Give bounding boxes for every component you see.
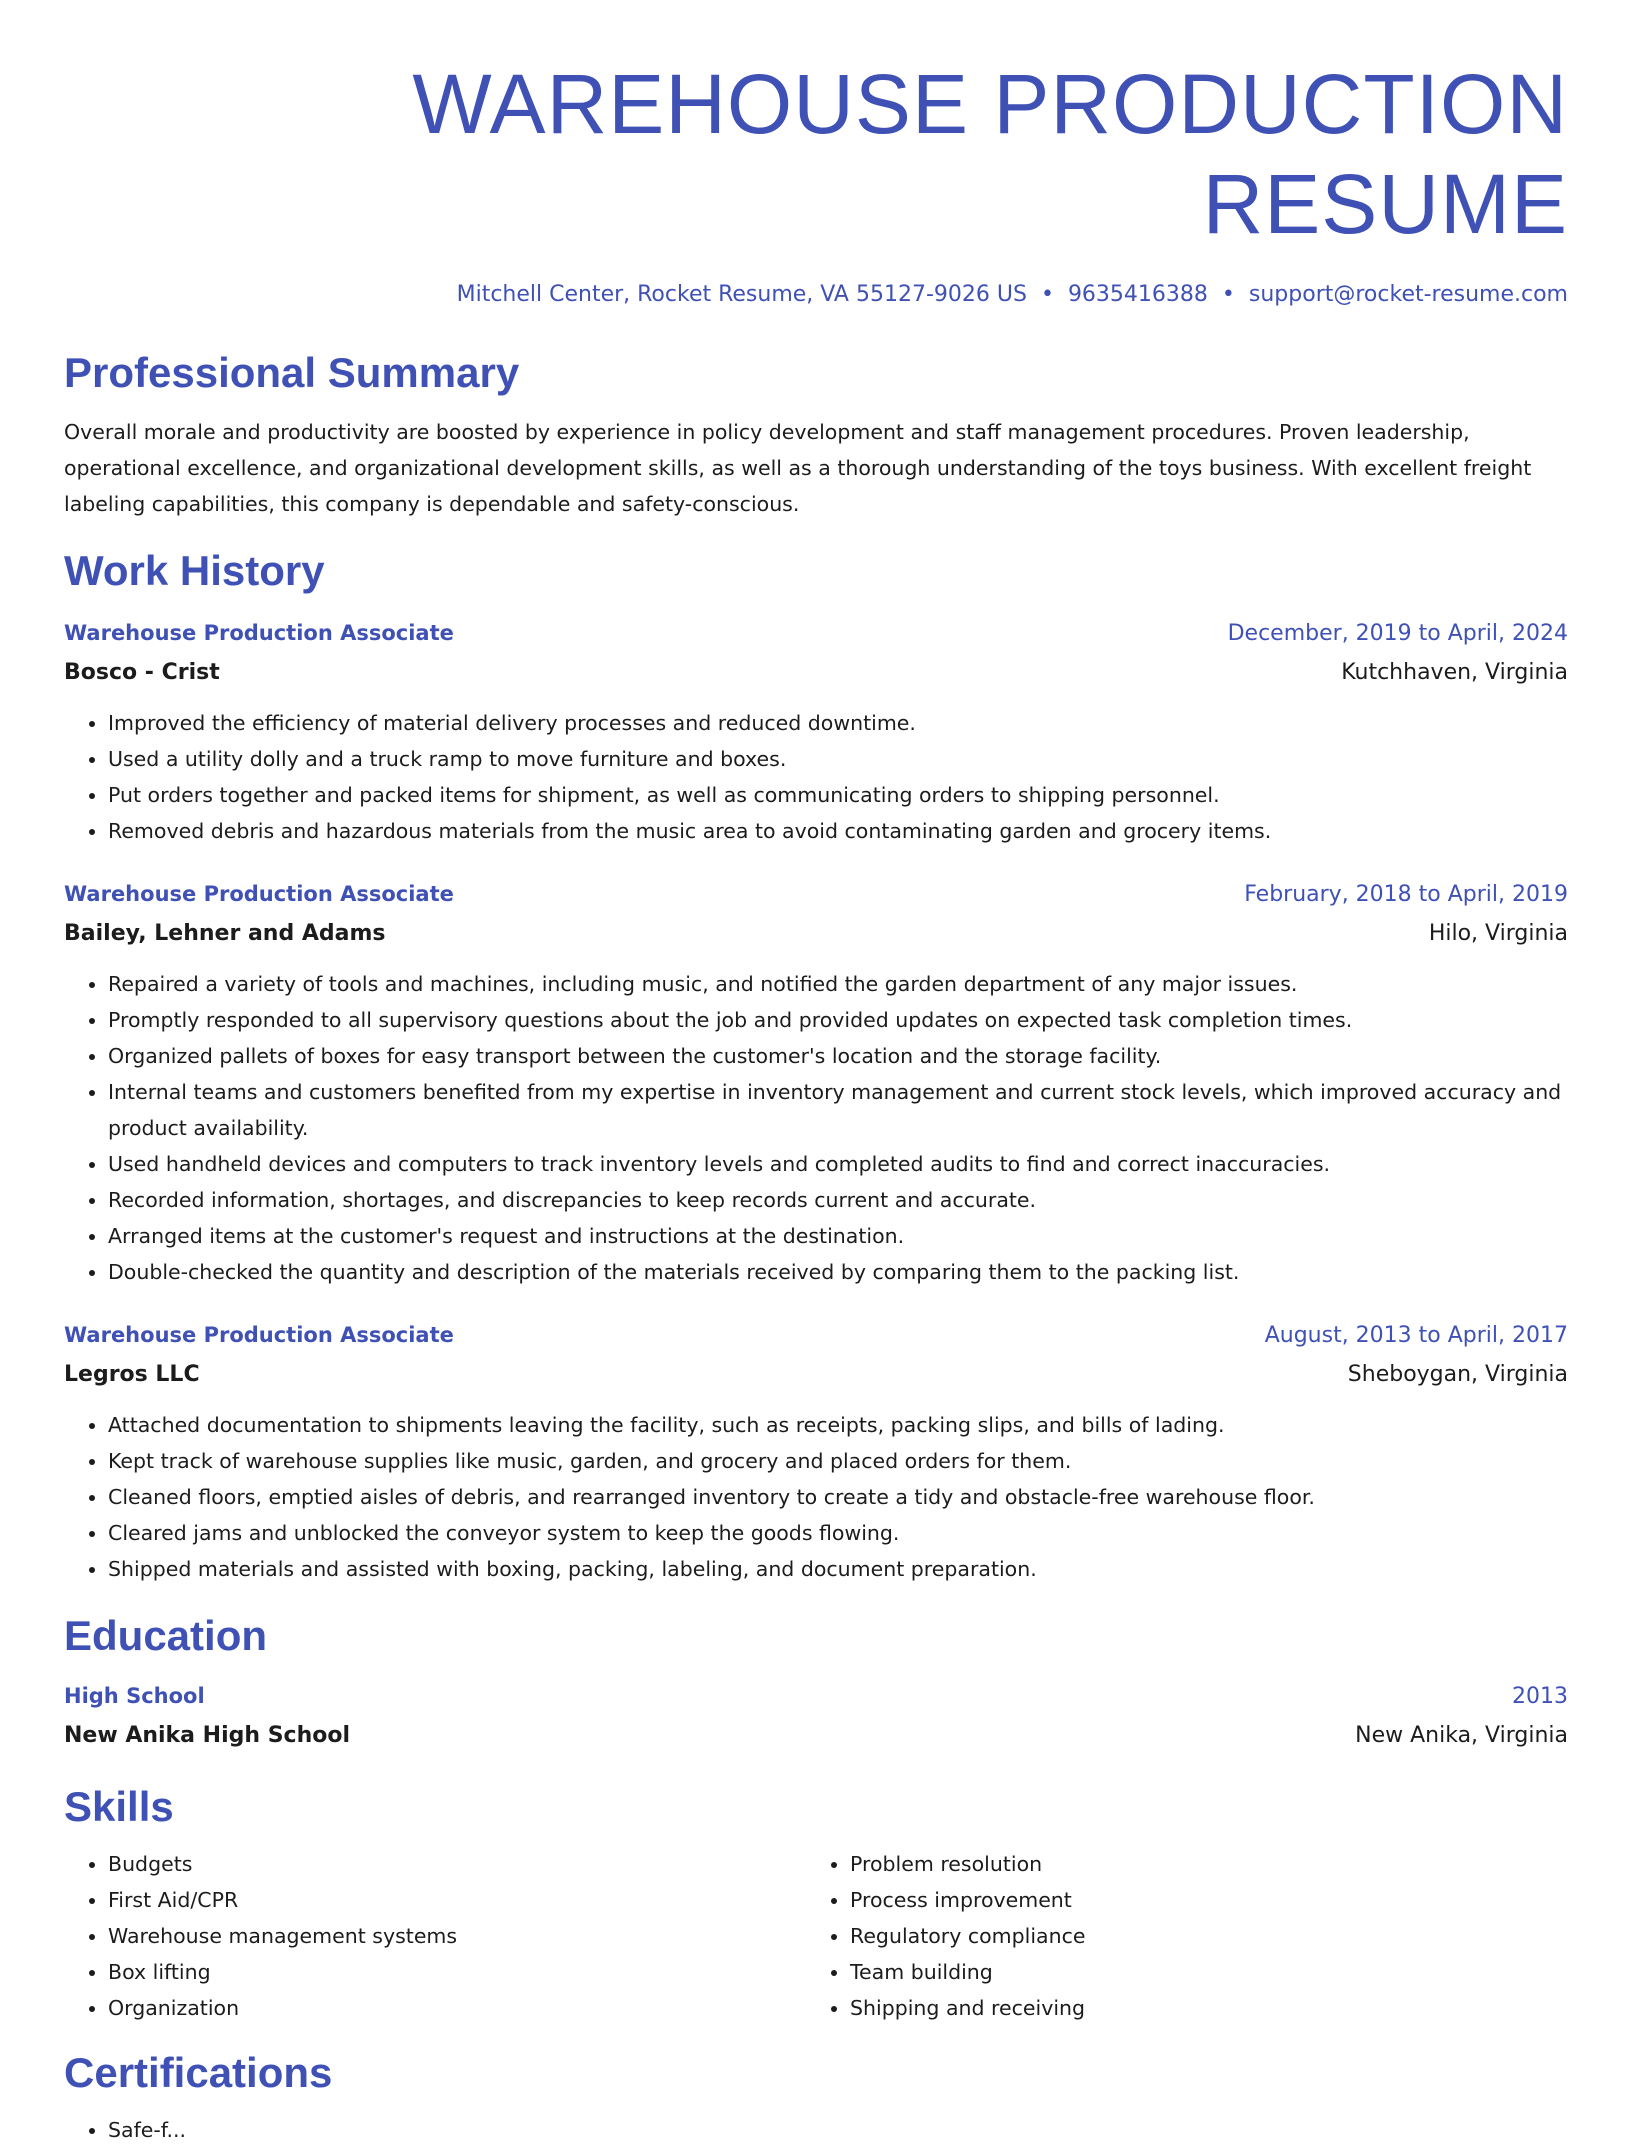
- certifications-list: [64, 2112, 1568, 2148]
- job-company: Legros LLC: [64, 1362, 200, 1387]
- contact-phone: 9635416388: [1067, 282, 1208, 307]
- job-duty: • Removed debris and hazardous materials from the music area to avoid contaminating garden and grocery items.: [108, 813, 1568, 849]
- job-duties: [64, 966, 1568, 1290]
- certifications-heading: Certifications: [64, 2049, 333, 2096]
- contact-line: [64, 280, 1568, 310]
- job-duty: • Shipped materials and assisted with boxing, packing, labeling, and document preparation.: [108, 1551, 1568, 1587]
- skill-item: • Regulatory compliance: [850, 1918, 1548, 1954]
- work-history-heading: Work History: [64, 547, 325, 594]
- job-duty: • Cleaned floors, emptied aisles of debris, and rearranged inventory to create a tidy and obstacle-free warehouse floor.: [108, 1479, 1568, 1515]
- job-role: Warehouse Production Associate: [64, 882, 454, 906]
- job-location: Kutchhaven, Virginia: [1341, 660, 1568, 685]
- job-duty: • Internal teams and customers benefited from my expertise in inventory management and current stock levels, which improved accuracy and product availability.: [108, 1074, 1568, 1146]
- skills-list: [64, 1846, 1568, 2026]
- job-duties: [64, 705, 1568, 849]
- job-entry: [64, 1316, 1568, 1587]
- job-duty: • Double-checked the quantity and description of the materials received by comparing them to the packing list.: [108, 1254, 1568, 1290]
- certification-item: • Safe-f...: [108, 2112, 1568, 2148]
- education-degree: High School: [64, 1684, 205, 1708]
- skill-item: • Budgets: [108, 1846, 806, 1882]
- job-duty: • Put orders together and packed items for shipment, as well as communicating orders to shipping personnel.: [108, 777, 1568, 813]
- job-duty: • Kept track of warehouse supplies like music, garden, and grocery and placed orders for them.: [108, 1443, 1568, 1479]
- skill-item: • First Aid/CPR: [108, 1882, 806, 1918]
- job-duty: • Cleared jams and unblocked the conveyor system to keep the goods flowing.: [108, 1515, 1568, 1551]
- job-dates: February, 2018 to April, 2019: [1244, 882, 1568, 907]
- job-duty: • Used a utility dolly and a truck ramp to move furniture and boxes.: [108, 741, 1568, 777]
- education-school: New Anika High School: [64, 1723, 351, 1748]
- skill-item: • Organization: [108, 1990, 806, 2026]
- contact-address: Mitchell Center, Rocket Resume, VA 55127-9026 US: [456, 282, 1027, 307]
- skill-item: • Box lifting: [108, 1954, 806, 1990]
- education-heading: Education: [64, 1612, 268, 1659]
- job-duty: • Improved the efficiency of material delivery processes and reduced downtime.: [108, 705, 1568, 741]
- job-dates: August, 2013 to April, 2017: [1264, 1323, 1568, 1348]
- contact-separator: •: [1040, 282, 1054, 307]
- job-company: Bailey, Lehner and Adams: [64, 921, 386, 946]
- job-role: Warehouse Production Associate: [64, 1323, 454, 1347]
- skill-item: • Process improvement: [850, 1882, 1548, 1918]
- skill-item: • Shipping and receiving: [850, 1990, 1548, 2026]
- summary-heading: Professional Summary: [64, 349, 520, 396]
- skills-heading: Skills: [64, 1783, 174, 1830]
- job-location: Hilo, Virginia: [1428, 921, 1568, 946]
- contact-email: support@rocket-resume.com: [1248, 282, 1568, 307]
- resume-page: [64, 0, 1568, 2148]
- resume-title: WAREHOUSE PRODUCTION RESUME: [412, 57, 1568, 251]
- skills-column-right: [806, 1846, 1548, 2026]
- education-year: 2013: [1512, 1684, 1568, 1709]
- job-duty: • Repaired a variety of tools and machines, including music, and notified the garden department of any major issues.: [108, 966, 1568, 1002]
- job-duty: • Promptly responded to all supervisory questions about the job and provided updates on expected task completion times.: [108, 1002, 1568, 1038]
- job-role: Warehouse Production Associate: [64, 621, 454, 645]
- education-location: New Anika, Virginia: [1355, 1723, 1568, 1748]
- skill-item: • Warehouse management systems: [108, 1918, 806, 1954]
- contact-separator: •: [1221, 282, 1235, 307]
- job-duty: • Attached documentation to shipments leaving the facility, such as receipts, packing slips, and bills of lading.: [108, 1407, 1568, 1443]
- education-entry: [64, 1677, 1568, 1756]
- skills-column-left: [64, 1846, 806, 2026]
- job-entry: [64, 614, 1568, 849]
- job-duty: • Used handheld devices and computers to track inventory levels and completed audits to find and correct inaccuracies.: [108, 1146, 1568, 1182]
- summary-text: Overall morale and productivity are boosted by experience in policy development and staff management procedures. Proven leadership, operational excellence, and organizational development skills, as well as a thorough understanding of the toys business. With excellent freight labeling capabilities, this company is dependable and safety-conscious.: [64, 420, 1532, 516]
- job-entry: [64, 875, 1568, 1290]
- job-dates: December, 2019 to April, 2024: [1227, 621, 1568, 646]
- job-duty: • Arranged items at the customer's request and instructions at the destination.: [108, 1218, 1568, 1254]
- skill-item: • Problem resolution: [850, 1846, 1548, 1882]
- job-duties: [64, 1407, 1568, 1587]
- job-duty: • Recorded information, shortages, and discrepancies to keep records current and accurate.: [108, 1182, 1568, 1218]
- job-location: Sheboygan, Virginia: [1347, 1362, 1568, 1387]
- job-duty: • Organized pallets of boxes for easy transport between the customer's location and the storage facility.: [108, 1038, 1568, 1074]
- skill-item: • Team building: [850, 1954, 1548, 1990]
- job-company: Bosco - Crist: [64, 660, 220, 685]
